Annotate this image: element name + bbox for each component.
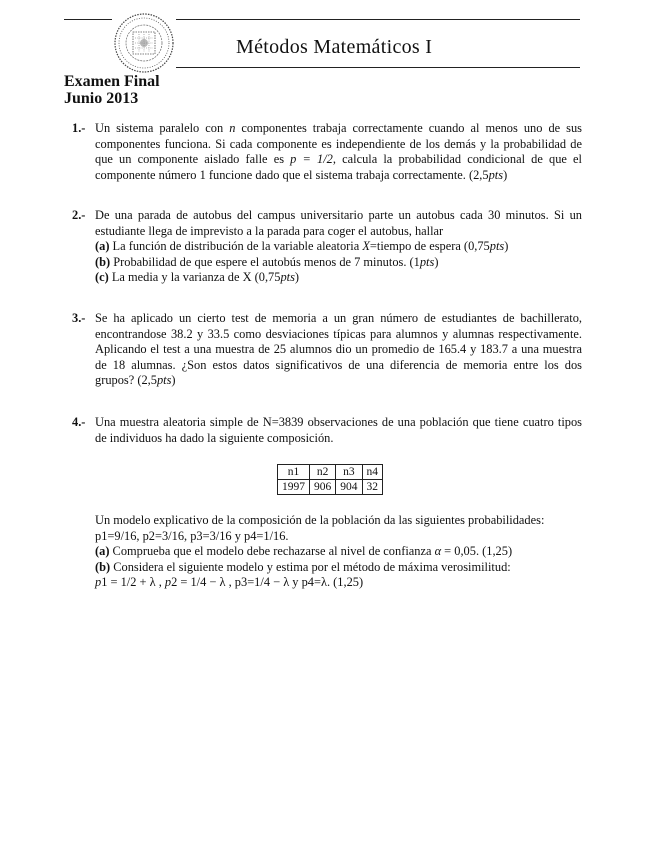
question-number: 2.-	[72, 208, 86, 222]
table-row	[278, 480, 383, 495]
part-a: (a) La función de distribución de la variable aleatoria X=tiempo de espera (0,75pts)	[95, 239, 509, 254]
question-1	[72, 121, 582, 183]
question-number: 4.-	[72, 415, 86, 429]
table-header-cell: n2	[310, 465, 336, 480]
table-header-row	[278, 465, 383, 480]
part-b: (b) Probabilidad de que espere el autobús menos de 7 minutos. (1pts)	[95, 254, 439, 269]
question-intro: De una parada de autobus del campus universitario parte un autobus cada 30 minutos. Si un estudiante llega de imprevisto a la parada para coger el autobus, hallar	[95, 208, 582, 238]
part-c: (c) La media y la varianza de X (0,75pts)	[95, 270, 300, 285]
question-body: Se ha aplicado un cierto test de memoria a un gran número de estudiantes de bachillerato, encontrandose 38.2 y 33.5 como desviaciones típicas para alumnos y alumnas respectivamente. Aplicando el test a una muestra de 25 alumnos dio un promedio de 165.4 y 183.7 a una muestra de 18 alumnas. ¿Son estos datos significativos de una diferencia de memoria entre los dos grupos? (2,5pts)	[95, 311, 582, 388]
table-header-cell: n4	[362, 465, 383, 480]
header-rule-left	[64, 19, 112, 20]
course-title: Métodos Matemáticos I	[236, 36, 433, 58]
table-header-cell: n3	[336, 465, 362, 480]
question-number: 1.-	[72, 121, 86, 135]
exam-heading	[64, 73, 160, 107]
composition-table	[277, 464, 383, 495]
header-rule-right-top	[176, 19, 580, 20]
university-seal-icon	[113, 12, 175, 74]
table-header-cell: n1	[278, 465, 310, 480]
table-cell: 32	[362, 480, 383, 495]
question-4	[72, 415, 582, 446]
table-cell: 906	[310, 480, 336, 495]
question-number: 3.-	[72, 311, 86, 325]
question-2	[72, 208, 582, 286]
part-b-equation: p1 = 1/2 + λ , p2 = 1/4 − λ , p3=1/4 − λ y p4=λ. (1,25)	[95, 575, 364, 590]
question-body: Un sistema paralelo con n componentes trabaja correctamente cuando al menos uno de sus componentes funciona. Si cada componente es independiente de los demás y la probabilidad de que un componente aislado falle es p = 1/2, calcula la probabilidad condicional de que el componente número 1 funcione dado que el sistema trabaja correctamente. (2,5pts)	[95, 121, 582, 182]
part-b: (b) Considera el siguiente modelo y estima por el método de máxima verosimilitud:	[95, 559, 511, 574]
model-line-1: Un modelo explicativo de la composición de la población da las siguientes probabilidades:	[95, 513, 545, 527]
question-body	[95, 415, 582, 446]
part-a: (a) Comprueba que el modelo debe rechazarse al nivel de confianza α = 0,05. (1,25)	[95, 544, 513, 559]
question-body	[95, 513, 582, 591]
question-4-model	[72, 513, 582, 591]
table-cell: 904	[336, 480, 362, 495]
question-intro: Una muestra aleatoria simple de N=3839 observaciones de una población que tiene cuatro tipos de individuos ha dado la siguiente composición.	[95, 415, 582, 445]
model-line-2: p1=9/16, p2=3/16, p3=3/16 y p4=1/16.	[95, 528, 289, 543]
header-rule-right-bottom	[176, 67, 580, 68]
question-body	[95, 208, 582, 286]
exam-date: Junio 2013	[64, 90, 139, 107]
table-cell: 1997	[278, 480, 310, 495]
exam-title: Examen Final	[64, 73, 160, 90]
question-3	[72, 311, 582, 389]
